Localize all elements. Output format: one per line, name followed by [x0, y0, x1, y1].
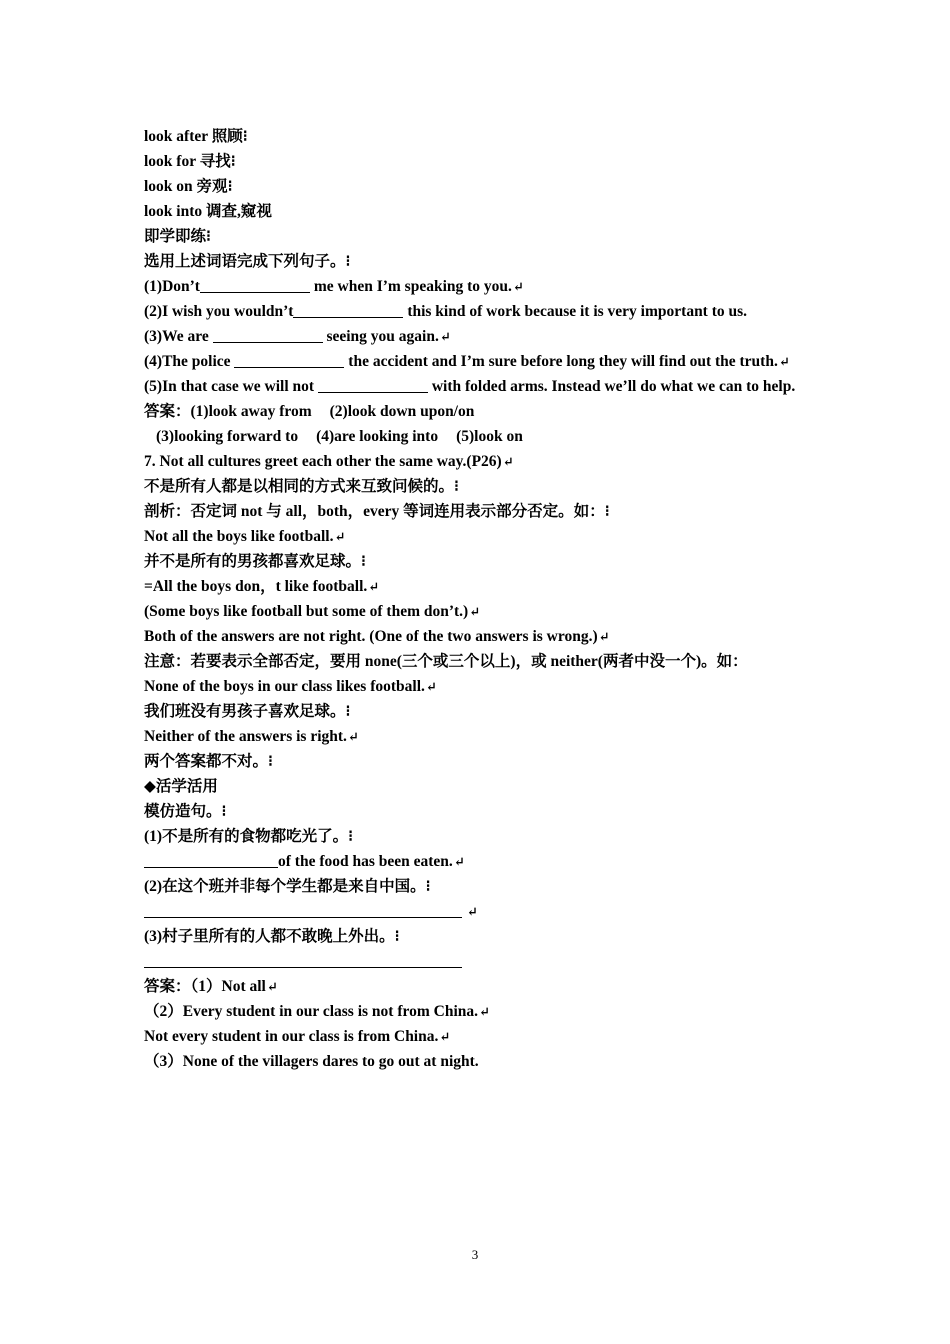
return-mark: ↵: [266, 979, 278, 994]
exercise-answer-2: （2）Every student in our class is not from China.↵: [144, 1003, 490, 1020]
example-translation: 并不是所有的男孩都喜欢足球。⁝: [144, 553, 366, 570]
vocab-item: look after 照顾⁝: [144, 128, 248, 145]
example-sentence: Not all the boys like football.↵: [144, 528, 346, 545]
exercise-question-3: (3)村子里所有的人都不敢晚上外出。⁝: [144, 928, 400, 945]
paragraph-mark: ⁝: [361, 553, 366, 570]
answer-label: 答案：: [144, 403, 191, 420]
return-mark: ↵: [502, 454, 514, 469]
practice-question-2: (2)I wish you wouldn’t this kind of work because it is very important to us.: [144, 303, 748, 320]
exercise-instruction: 模仿造句。⁝: [144, 803, 227, 820]
return-mark: ↵: [334, 529, 346, 544]
example-sentence: Both of the answers are not right. (One of the two answers is wrong.)↵: [144, 628, 610, 645]
paragraph-mark: ⁝: [345, 253, 351, 270]
page-content: [144, 124, 806, 1074]
return-mark: ↵: [512, 279, 524, 294]
vocab-item: look into 调查,窥视: [144, 203, 272, 220]
return-mark: ↵: [453, 854, 465, 869]
example-translation: 两个答案都不对。⁝: [144, 753, 273, 770]
page-number: 3: [471, 1247, 479, 1262]
example-sentence: None of the boys in our class likes football.↵: [144, 678, 437, 695]
answer-blank: [144, 951, 462, 968]
answer-blank: [234, 351, 344, 368]
example-sentence: Neither of the answers is right.↵: [144, 728, 359, 745]
answer-blank: [293, 301, 403, 318]
return-mark: ↵: [469, 604, 481, 619]
answer-blank: [318, 376, 428, 393]
exercise-question-1: (1)不是所有的食物都吃光了。⁝: [144, 828, 354, 845]
return-mark: ↵: [439, 329, 451, 344]
answer-blank: [144, 851, 278, 868]
answer-blank: [213, 326, 323, 343]
paragraph-mark: ⁝: [348, 828, 354, 845]
paragraph-mark: ⁝: [604, 503, 610, 520]
practice-question-1: (1)Don’t me when I’m speaking to you.↵: [144, 278, 524, 295]
practice-question-5: (5)In that case we will not with folded arms. Instead we’ll do what we can to help.: [144, 378, 796, 395]
practice-question-4: (4)The police the accident and I’m sure before long they will find out the truth.↵: [144, 353, 790, 370]
point-7-heading: 7. Not all cultures greet each other the same way.(P26)↵: [144, 453, 514, 470]
practice-instruction: 选用上述词语完成下列句子。⁝: [144, 253, 351, 270]
exercise-answer-line-2: [144, 899, 806, 924]
exercise-answer-line-1: of the food has been eaten.↵: [144, 849, 806, 874]
example-sentence: =All the boys don，t like football.↵: [144, 578, 380, 595]
paragraph-mark: ⁝: [242, 128, 248, 145]
return-mark: ↵: [466, 904, 478, 919]
exercise-answer-1: 答案：（1）Not all↵: [144, 978, 278, 995]
practice-title: 即学即练⁝: [144, 228, 211, 245]
answer-blank: [200, 276, 310, 293]
answer-blank: [144, 901, 462, 918]
return-mark: ↵: [425, 679, 437, 694]
practice-answers-line-1: 答案：(1)look away from (2)look down upon/on: [144, 403, 475, 420]
return-mark: ↵: [598, 629, 610, 644]
paragraph-mark: ⁝: [221, 803, 227, 820]
example-translation: 我们班没有男孩子喜欢足球。⁝: [144, 703, 351, 720]
exercise-answer-line-3: [144, 949, 806, 974]
exercise-answer-3: （3）None of the villagers dares to go out at night.: [144, 1053, 479, 1070]
point-7-analysis: 剖析：否定词 not 与 all，both，every 等词连用表示部分否定。如：⁝: [144, 503, 610, 520]
example-sentence: (Some boys like football but some of them don’t.)↵: [144, 603, 481, 620]
paragraph-mark: ⁝: [454, 478, 459, 495]
exercise-answer-2-alt: Not every student in our class is from China.↵: [144, 1028, 451, 1045]
paragraph-mark: ⁝: [425, 878, 431, 895]
practice-question-3: (3)We are seeing you again.↵: [144, 328, 451, 345]
return-mark: ↵: [439, 1029, 451, 1044]
return-mark: ↵: [347, 729, 359, 744]
paragraph-mark: ⁝: [345, 703, 351, 720]
paragraph-mark: ⁝: [394, 928, 400, 945]
paragraph-mark: ⁝: [206, 228, 211, 245]
return-mark: ↵: [778, 354, 790, 369]
return-mark: ↵: [479, 1004, 490, 1019]
practice-answers-line-2: (3)looking forward to (4)are looking into (5)look on: [156, 428, 523, 445]
paragraph-mark: ⁝: [227, 178, 233, 195]
vocab-item: look for 寻找⁝: [144, 153, 236, 170]
exercise-question-2: (2)在这个班并非每个学生都是来自中国。⁝: [144, 878, 431, 895]
exercise-title: ◆活学活用: [144, 778, 218, 795]
point-7-translation: 不是所有人都是以相同的方式来互致问候的。⁝: [144, 478, 459, 495]
return-mark: ↵: [368, 579, 380, 594]
answer-label: 答案：: [144, 978, 191, 995]
paragraph-mark: ⁝: [268, 753, 273, 770]
point-7-note: 注意：若要表示全部否定，要用 none(三个或三个以上)，或 neither(两者中没一个)。如：: [144, 653, 748, 670]
paragraph-mark: ⁝: [230, 153, 236, 170]
vocab-item: look on 旁观⁝: [144, 178, 233, 195]
